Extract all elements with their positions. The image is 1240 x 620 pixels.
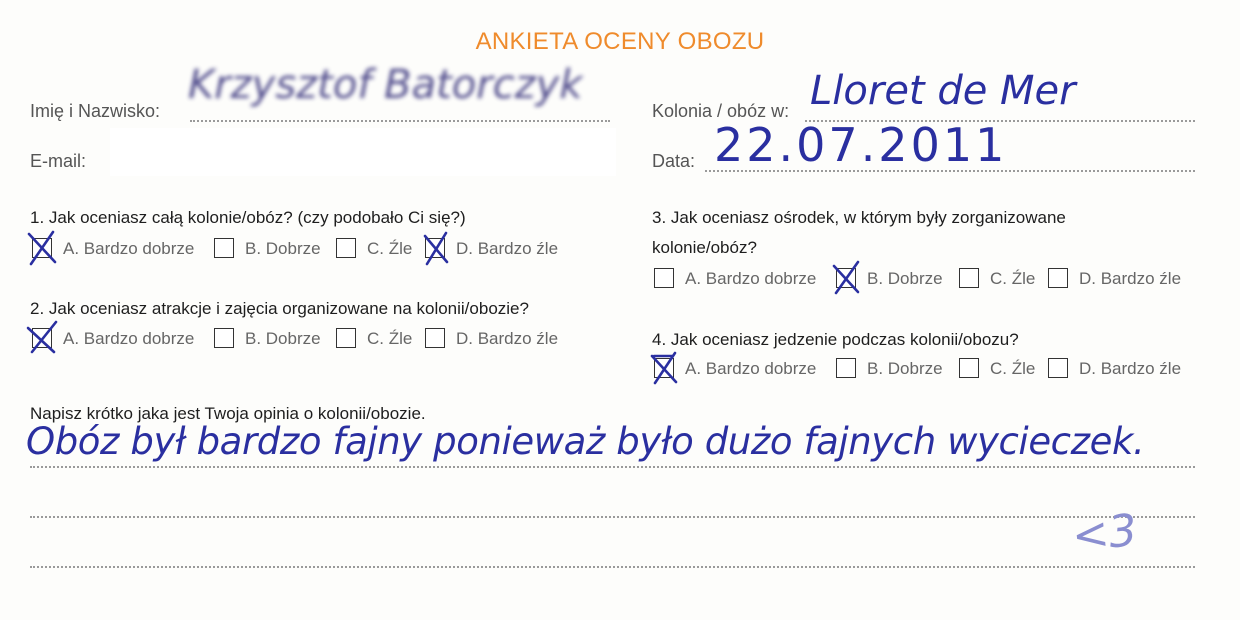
q2-a-check-mark — [24, 318, 60, 356]
question-3-line-2: kolonie/obóz? — [652, 238, 757, 257]
q4-checkbox-c[interactable] — [959, 358, 979, 378]
q2-option-d: D. Bardzo źle — [456, 329, 559, 348]
opinion-line-1 — [30, 466, 1195, 468]
q1-option-b: B. Dobrze — [245, 239, 321, 258]
q1-checkbox-c[interactable] — [336, 238, 356, 258]
q1-a-check-mark — [26, 230, 58, 266]
q3-option-b: B. Dobrze — [867, 269, 943, 288]
survey-title: ANKIETA OCENY OBOZU — [475, 28, 765, 55]
q2-option-c: C. Źle — [367, 329, 413, 348]
q2-checkbox-d[interactable] — [425, 328, 445, 348]
q2-option-a: A. Bardzo dobrze — [63, 329, 195, 348]
q4-option-a: A. Bardzo dobrze — [685, 359, 817, 378]
question-3-line-1: 3. Jak oceniasz ośrodek, w którym były zorganizowane — [652, 208, 1066, 227]
q1-option-c: C. Źle — [367, 239, 413, 258]
camp-handwriting[interactable]: Lloret de Mer — [810, 68, 1076, 114]
date-label: Data: — [652, 151, 696, 171]
name-handwriting[interactable]: Krzysztof Batorczyk — [188, 62, 583, 108]
q4-option-d: D. Bardzo źle — [1079, 359, 1182, 378]
q3-checkbox-a[interactable] — [654, 268, 674, 288]
q4-a-check-mark — [648, 350, 682, 386]
q1-option-a: A. Bardzo dobrze — [63, 239, 195, 258]
name-label: Imię i Nazwisko: — [30, 101, 161, 121]
q2-checkbox-c[interactable] — [336, 328, 356, 348]
opinion-line-2 — [30, 516, 1195, 518]
opinion-prompt: Napisz krótko jaka jest Twoja opinia o kolonii/obozie. — [30, 404, 426, 423]
q2-option-b: B. Dobrze — [245, 329, 321, 348]
q3-option-a: A. Bardzo dobrze — [685, 269, 817, 288]
q1-checkbox-b[interactable] — [214, 238, 234, 258]
q4-checkbox-b[interactable] — [836, 358, 856, 378]
q1-option-d: D. Bardzo źle — [456, 239, 559, 258]
q3-b-check-mark — [830, 260, 864, 296]
q4-checkbox-d[interactable] — [1048, 358, 1068, 378]
heart-doodle: <3 — [1069, 504, 1140, 563]
opinion-line-3 — [30, 566, 1195, 568]
name-line — [190, 120, 610, 122]
question-4: 4. Jak oceniasz jedzenie podczas kolonii/obozu? — [652, 330, 1019, 349]
email-label: E-mail: — [30, 151, 87, 171]
question-2: 2. Jak oceniasz atrakcje i zajęcia organizowane na kolonii/obozie? — [30, 299, 529, 318]
q2-checkbox-b[interactable] — [214, 328, 234, 348]
q3-option-d: D. Bardzo źle — [1079, 269, 1182, 288]
opinion-handwriting[interactable]: Obóz był bardzo fajny ponieważ było dużo fajnych wycieczek. — [26, 420, 1145, 463]
q1-d-check-mark — [421, 230, 451, 266]
camp-label: Kolonia / obóz w: — [652, 101, 790, 121]
question-1: 1. Jak oceniasz całą kolonie/obóz? (czy podobało Ci się?) — [30, 208, 466, 227]
date-handwriting[interactable]: 22.07.2011 — [714, 118, 1008, 172]
q3-checkbox-d[interactable] — [1048, 268, 1068, 288]
q4-option-b: B. Dobrze — [867, 359, 943, 378]
email-redaction — [110, 128, 616, 176]
q3-checkbox-c[interactable] — [959, 268, 979, 288]
q3-option-c: C. Źle — [990, 269, 1036, 288]
q4-option-c: C. Źle — [990, 359, 1036, 378]
